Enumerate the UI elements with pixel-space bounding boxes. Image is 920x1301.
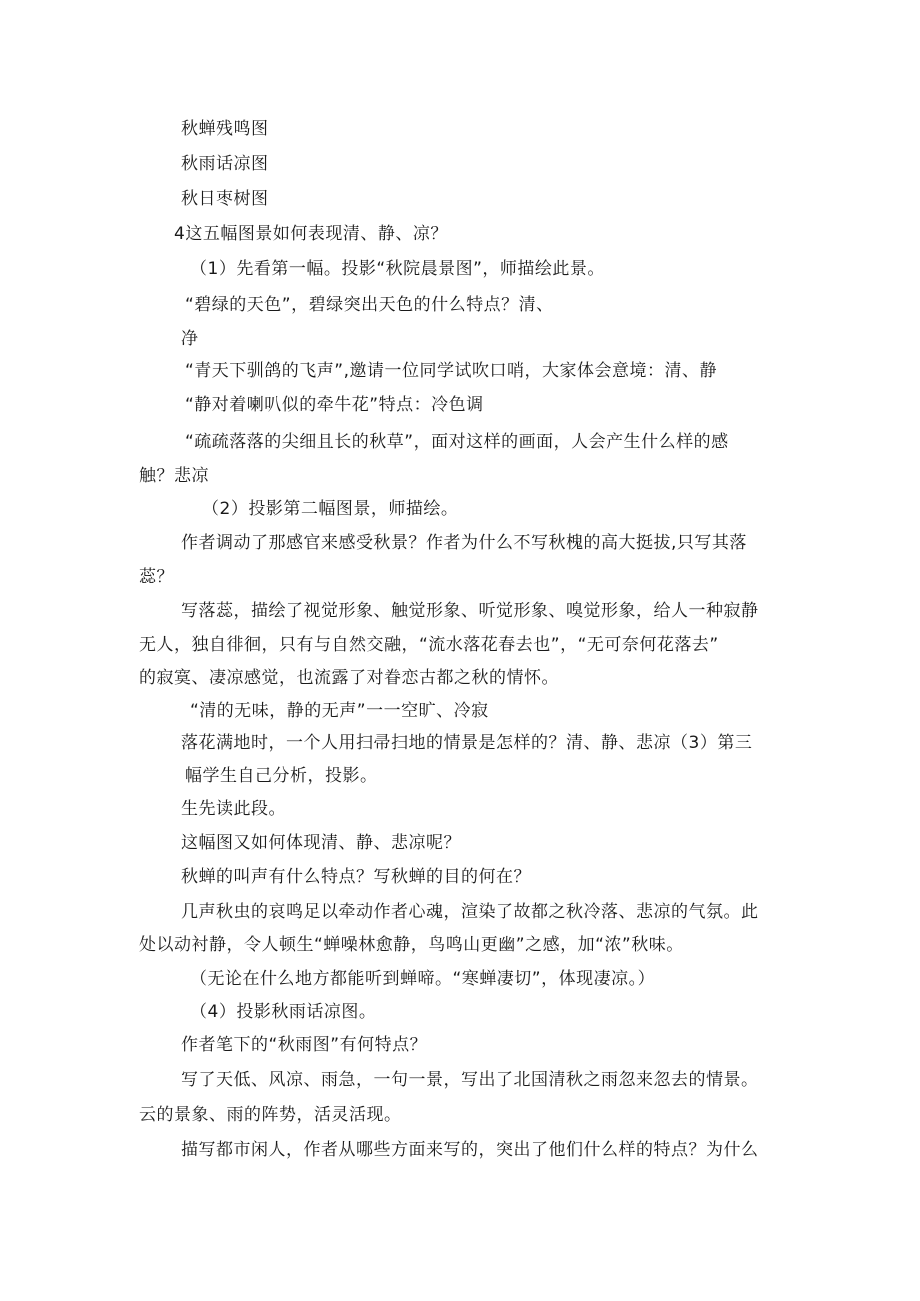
text-line: 几声秋虫的哀鸣足以牵动作者心魂，渲染了故都之秋冷落、悲凉的气氛。此 (181, 902, 759, 922)
text-line: （无论在什么地方都能听到蝉啼。“寒蝉凄切”，体现凄凉。） (190, 969, 656, 989)
text-line: （2）投影第二幅图景，师描绘。 (202, 499, 459, 519)
text-line: 落花满地时，一个人用扫帚扫地的情景是怎样的？清、静、悲凉（3）第三 (181, 733, 753, 753)
text-line: 生先读此段。 (181, 799, 286, 819)
text-line: 蕊？ (139, 567, 174, 587)
text-line: 幅学生自己分析，投影。 (185, 766, 378, 786)
text-line: 无人，独自徘徊，只有与自然交融，“流水落花春去也”，“无可奈何花落去” (139, 635, 719, 655)
text-line: “清的无味，静的无声”一一空旷、冷寂 (190, 701, 489, 721)
text-line: “碧绿的天色”，碧绿突出天色的什么特点？清、 (185, 295, 554, 315)
text-line: “青天下驯鸽的飞声”,邀请一位同学试吹口哨，大家体会意境：清、静 (185, 361, 718, 381)
text-line: 秋蝉的叫声有什么特点？写秋蝉的目的何在？ (181, 867, 531, 887)
text-line: 秋日枣树图 (181, 189, 269, 209)
text-line: 秋雨话凉图 (181, 154, 269, 174)
text-line: 4这五幅图景如何表现清、静、凉？ (174, 224, 448, 244)
text-line: 触？悲凉 (139, 466, 209, 486)
text-line: （1）先看第一幅。投影“秋院晨景图”，师描绘此景。 (190, 259, 605, 279)
text-line: 秋蝉残鸣图 (181, 119, 269, 139)
text-line: “静对着喇叭似的牵牛花”特点：冷色调 (185, 395, 484, 415)
text-line: 描写都市闲人，作者从哪些方面来写的，突出了他们什么样的特点？为什么 (181, 1140, 759, 1160)
text-line: 云的景象、雨的阵势，活灵活现。 (139, 1105, 402, 1125)
text-line: “疏疏落落的尖细且长的秋草”，面对这样的画面，人会产生什么样的感 (185, 432, 729, 452)
text-line: 写了天低、风凉、雨急，一句一景，写出了北国清秋之雨忽来忽去的情景。 (181, 1070, 759, 1090)
text-line: 作者调动了那感官来感受秋景？作者为什么不写秋槐的高大挺拔,只写其落 (181, 533, 747, 553)
text-line: 写落蕊，描绘了视觉形象、触觉形象、听觉形象、嗅觉形象，给人一种寂静 (181, 601, 759, 621)
text-line: 作者笔下的“秋雨图”有何特点？ (181, 1035, 428, 1055)
text-line: （4）投影秋雨话凉图。 (190, 1002, 377, 1022)
text-line: 净 (181, 329, 199, 349)
text-line: 的寂寞、凄凉感觉，也流露了对眷恋古都之秋的情怀。 (139, 668, 559, 688)
text-line: 处以动衬静，令人顿生“蝉噪林愈静，鸟鸣山更幽”之感，加“浓”秋味。 (139, 935, 684, 955)
text-line: 这幅图又如何体现清、静、悲凉呢？ (181, 833, 461, 853)
